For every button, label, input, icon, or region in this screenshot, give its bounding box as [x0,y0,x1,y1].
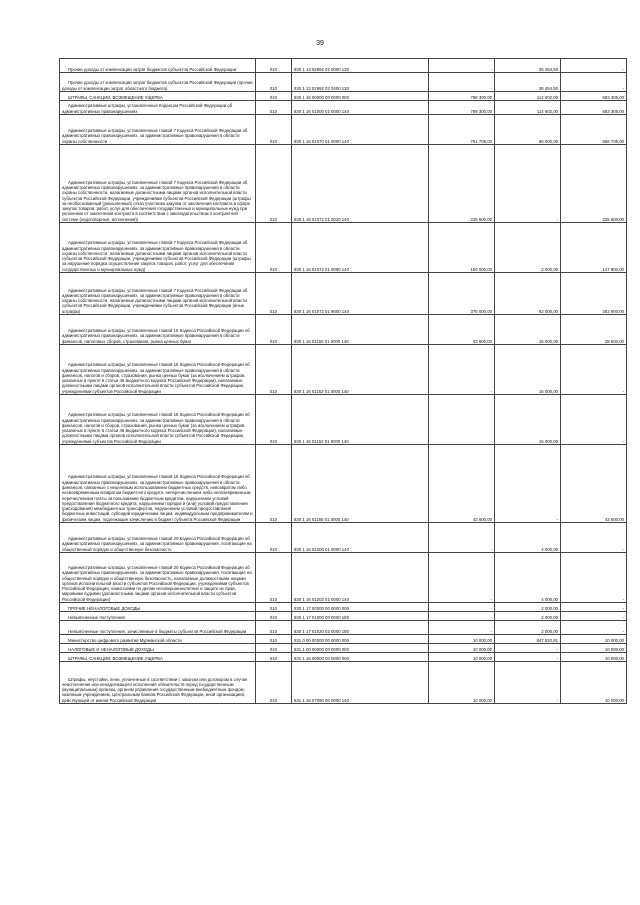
row-value-unexecuted: - [561,395,627,445]
row-name: Административные штрафы, установленные главой 15 Кодекса Российской Федерации об административных правонарушениях, за административные правонарушения в области финансов, налоговых сборов, страхования, рынка ценных бумаг [60,315,256,345]
row-name: ШТРАФЫ, САНКЦИИ, ВОЗМЕЩЕНИЕ УЩЕРБА [60,653,256,662]
row-budget-code: 830 1 17 01000 00 0000 180 [292,612,429,621]
row-value-unexecuted: 283 900,00 [561,273,627,315]
table-row [60,635,627,644]
row-value-approved: 798 300,00 [429,101,495,115]
row-value-unexecuted: 43 600,00 [561,445,627,523]
row-line-code: 010 [256,315,292,345]
row-name: Невыясненные поступления [60,612,256,621]
table-row [60,395,627,445]
table-row [60,662,627,704]
row-budget-code: 831 1 16 00000 00 0000 000 [292,653,429,662]
row-value-executed: - [495,145,561,223]
row-budget-code: 831 1 16 07090 00 0000 140 [292,662,429,704]
row-value-executed: - [495,662,561,704]
row-value-approved: 43 600,00 [429,315,495,345]
row-line-code: 010 [256,662,292,704]
table-row [60,101,627,115]
row-value-unexecuted: 683 305,00 [561,92,627,101]
row-line-code: 010 [256,115,292,145]
row-value-executed: 847 520,81 [495,635,561,644]
row-line-code: 010 [256,644,292,653]
row-value-unexecuted: - [561,523,627,553]
row-value-executed: 2 000,00 [495,603,561,612]
row-name: ШТРАФЫ, САНКЦИИ, ВОЗМЕЩЕНИЕ УЩЕРБА [60,92,256,101]
row-line-code: 010 [256,59,292,73]
row-budget-code: 830 1 16 00000 00 0000 000 [292,92,429,101]
table-row [60,223,627,273]
row-name: Прочие доходы от компенсации затрат бюджетов субъектов Российской Федерации (прочие доходы от компенсации затрат областного бюджета) [60,73,256,92]
row-line-code: 010 [256,273,292,315]
row-value-executed: 4 000,00 [495,523,561,553]
row-name: Административные штрафы, установленные главой 7 Кодекса Российской Федерации об административных правонарушениях, за административные правонарушения в области охраны собственности, налагаемые должностными лицами органов исполнительной власти субъектов Российской Федерации, учреждениями субъектов Российской Федерации (штрафы за нарушение порядка осуществления закупок товаров, работ, услуг для обеспечения государственных и муниципальных нужд) [60,223,256,273]
row-budget-code: 830 1 16 01070 01 0000 140 [292,115,429,145]
row-line-code: 010 [256,145,292,223]
row-name: Невыясненные поступления, зачисляемые в бюджеты субъектов Российской Федерации [60,621,256,635]
row-value-approved: - [429,523,495,553]
table-row [60,523,627,553]
row-name: Министерство цифрового развития Мурманской области [60,635,256,644]
table-row [60,315,627,345]
row-budget-code: 830 1 16 01152 01 0000 140 [292,345,429,395]
table-row [60,145,627,223]
row-value-approved: 10 000,00 [429,644,495,653]
row-name: Штрафы, неустойки, пени, уплаченные в соответствии с законом или договором в случае неисполнения или ненадлежащего исполнения обязательств перед государственным (муниципальным) органом, органом управления государственным внебюджетным фондом, казенным учреждением, Центральным банком Российской Федерации, иной организацией, действующей от имени Российской Федерации [60,662,256,704]
row-line-code: 010 [256,92,292,101]
row-value-approved: 376 000,00 [429,273,495,315]
table-row [60,59,627,73]
row-line-code: 010 [256,73,292,92]
row-line-code: 010 [256,603,292,612]
row-name: Административные штрафы, установленные главой 20 Кодекса Российской Федерации об административных правонарушениях, за административные правонарушения, посягающие на общественный порядок и общественную безопасность [60,523,256,553]
row-budget-code: 830 1 13 02992 02 0400 130 [292,73,429,92]
row-budget-code: 830 1 17 00000 00 0000 000 [292,603,429,612]
row-name: Административные штрафы, установленные главой 15 Кодекса Российской Федерации об административных правонарушениях, за административные правонарушения в области финансов, налогов и сборов, страхования, рынка ценных бумаг (за исключением штрафов, указанных в пункте 6 статьи 46 Бюджетного кодекса Российской Федерации), налагаемые должностными лицами органов исполнительной власти субъектов Российской Федерации, учреждениями субъектов Российской Федерации [60,345,256,395]
row-name: Административные штрафы, установленные главой 15 Кодекса Российской Федерации об административных правонарушениях, за административные правонарушения в области финансов, налогов и сборов, страхования, рынка ценных бумаг (за исключением штрафов, указанных в пункте 6 статьи 46 Бюджетного кодекса Российской Федерации), налагаемые должностными лицами органов исполнительной власти субъектов Российской Федерации, учреждениями субъектов Российской Федерации [60,395,256,445]
table-row [60,612,627,621]
row-budget-code: 830 1 16 01155 01 0000 140 [292,445,429,523]
table-row [60,445,627,523]
row-budget-code: 830 1 16 01152 01 9000 140 [292,395,429,445]
row-value-executed: - [495,644,561,653]
row-name: Административные штрафы, установленные главой 15 Кодекса Российской Федерации об административных правонарушениях, за административные правонарушения в области финансов, связанные с нецелевым использованием бюджетных средств, невозвратом либо несвоевременным возвратом бюджетного кредита, неперечислением либо несвоевременным перечислением платы за пользование бюджетным кредитом, нарушением условий предоставления бюджетного кредита, нарушением порядка и (или) условий предоставления (расходования) межбюджетных трансфертов, нарушением условий предоставления бюджетных инвестиций, субсидий юридическим лицам, индивидуальным предпринимателям и физическим лицам, подлежащие зачислению в бюджет субъекта Российской Федерации [60,445,256,523]
table-row [60,115,627,145]
row-value-unexecuted: 656 705,00 [561,115,627,145]
row-budget-code: 830 1 16 01150 01 0000 140 [292,315,429,345]
row-value-approved: 10 000,00 [429,635,495,644]
table-row [60,273,627,315]
row-value-unexecuted: 10 000,00 [561,635,627,644]
row-line-code: 010 [256,445,292,523]
row-budget-code: 830 1 16 01202 01 0000 140 [292,553,429,603]
row-value-approved: - [429,612,495,621]
table-row [60,73,627,92]
row-value-executed: 96 000,00 [495,115,561,145]
row-value-approved: - [429,553,495,603]
row-value-unexecuted: 225 600,00 [561,145,627,223]
row-value-executed: - [495,653,561,662]
row-value-executed: - [495,445,561,523]
row-name: Административные штрафы, установленные главой 20 Кодекса Российской Федерации об административных правонарушениях, за административные правонарушения, посягающие на общественный порядок и общественную безопасность, налагаемые должностными лицами органов исполнительной власти субъектов Российской Федерации, учреждениями субъектов Российской Федерации, комиссиями по делам несовершеннолетних и защите их прав, мировыми судьями (должностными лицами органов исполнительной власти субъектов Российской Федерации) [60,553,256,603]
table-row [60,345,627,395]
row-value-unexecuted: 683 305,00 [561,101,627,115]
row-line-code: 010 [256,523,292,553]
row-budget-code: 830 1 13 02992 02 0000 130 [292,59,429,73]
row-value-approved: 43 600,00 [429,445,495,523]
row-value-unexecuted: - [561,73,627,92]
row-value-unexecuted: - [561,612,627,621]
row-value-executed: 2 000,00 [495,223,561,273]
row-name: Прочие доходы от компенсации затрат бюджетов субъектов Российской Федерации [60,59,256,73]
row-line-code: 010 [256,653,292,662]
row-value-unexecuted: - [561,59,627,73]
row-value-approved: 798 300,00 [429,92,495,101]
row-value-approved: 10 000,00 [429,662,495,704]
row-value-approved: - [429,59,495,73]
row-value-executed: 15 000,00 [495,315,561,345]
row-value-executed: 2 000,00 [495,621,561,635]
row-budget-code: 830 1 16 01200 01 0000 140 [292,523,429,553]
row-budget-code: 831 0 00 00000 00 0000 000 [292,635,429,644]
row-value-executed: 36 454,50 [495,73,561,92]
row-value-approved: 751 705,00 [429,115,495,145]
row-name: НАЛОГОВЫЕ И НЕНАЛОГОВЫЕ ДОХОДЫ [60,644,256,653]
row-value-approved: - [429,621,495,635]
row-value-executed: 2 000,00 [495,612,561,621]
row-line-code: 010 [256,101,292,115]
row-value-approved: 150 000,00 [429,223,495,273]
row-value-unexecuted: - [561,603,627,612]
row-line-code: 010 [256,223,292,273]
row-value-approved: - [429,345,495,395]
row-value-unexecuted: 10 000,00 [561,653,627,662]
row-value-unexecuted: 10 000,00 [561,644,627,653]
row-value-executed: 15 000,00 [495,345,561,395]
row-value-executed: 114 602,00 [495,101,561,115]
table-row [60,92,627,101]
row-budget-code: 830 1 16 01072 01 0020 140 [292,145,429,223]
row-value-approved: 225 600,00 [429,145,495,223]
row-value-executed: 4 000,00 [495,553,561,603]
row-line-code: 010 [256,635,292,644]
page-number: 39 [316,40,324,47]
table-row [60,553,627,603]
table-row [60,644,627,653]
row-budget-code: 830 1 16 01072 01 0090 140 [292,223,429,273]
row-value-executed: 92 000,00 [495,273,561,315]
row-name: Административные штрафы, установленные главой 7 Кодекса Российской Федерации об административных правонарушениях, за административные правонарушения в области охраны собственности [60,115,256,145]
row-line-code: 010 [256,612,292,621]
row-line-code: 010 [256,553,292,603]
row-budget-code: 831 1 00 00000 00 0000 000 [292,644,429,653]
row-value-unexecuted: - [561,553,627,603]
row-line-code: 010 [256,621,292,635]
table-row [60,653,627,662]
row-name: Административные штрафы, установленные главой 7 Кодекса Российской Федерации об административных правонарушениях, за административные правонарушения в области охраны собственности, налагаемые должностными лицами органов исполнительной власти субъектов Российской Федерации, учреждениями субъектов Российской Федерации (иные штрафы) [60,273,256,315]
row-budget-code: 830 1 17 01020 02 0000 180 [292,621,429,635]
row-value-unexecuted: 147 900,00 [561,223,627,273]
row-value-unexecuted: 28 600,00 [561,315,627,345]
row-value-unexecuted: - [561,621,627,635]
revenue-table [59,58,627,704]
row-budget-code: 830 1 16 01072 01 9000 140 [292,273,429,315]
table-row [60,603,627,612]
row-value-approved: - [429,395,495,445]
row-name: Административные штрафы, установленные главой 7 Кодекса Российской Федерации об административных правонарушениях, за административные правонарушения в области охраны собственности, налагаемые должностными лицами органов исполнительной власти субъектов Российской Федерации, учреждениями субъектов Российской Федерации (штрафы за необоснованный (умышленный) отказ участника закупки от заключения контракта в сфере закупок товаров, работ, услуг для обеспечения государственных и муниципальных нужд при уклонении от заключения контракта в соответствии с законодательством о контрактной системе (недоговорные, исполнения)) [60,145,256,223]
row-value-unexecuted: 10 000,00 [561,662,627,704]
row-value-executed: 114 602,00 [495,92,561,101]
row-budget-code: 830 1 16 01000 01 0000 140 [292,101,429,115]
row-value-executed: 36 454,50 [495,59,561,73]
table-row [60,621,627,635]
row-value-approved: - [429,73,495,92]
row-name: ПРОЧИЕ НЕНАЛОГОВЫЕ ДОХОДЫ [60,603,256,612]
row-name: Административные штрафы, установленные Кодексом Российской Федерации об административных правонарушениях [60,101,256,115]
row-value-unexecuted: - [561,345,627,395]
row-line-code: 010 [256,395,292,445]
row-value-executed: 15 000,00 [495,395,561,445]
row-value-approved: - [429,603,495,612]
row-value-approved: 10 000,00 [429,653,495,662]
row-line-code: 010 [256,345,292,395]
